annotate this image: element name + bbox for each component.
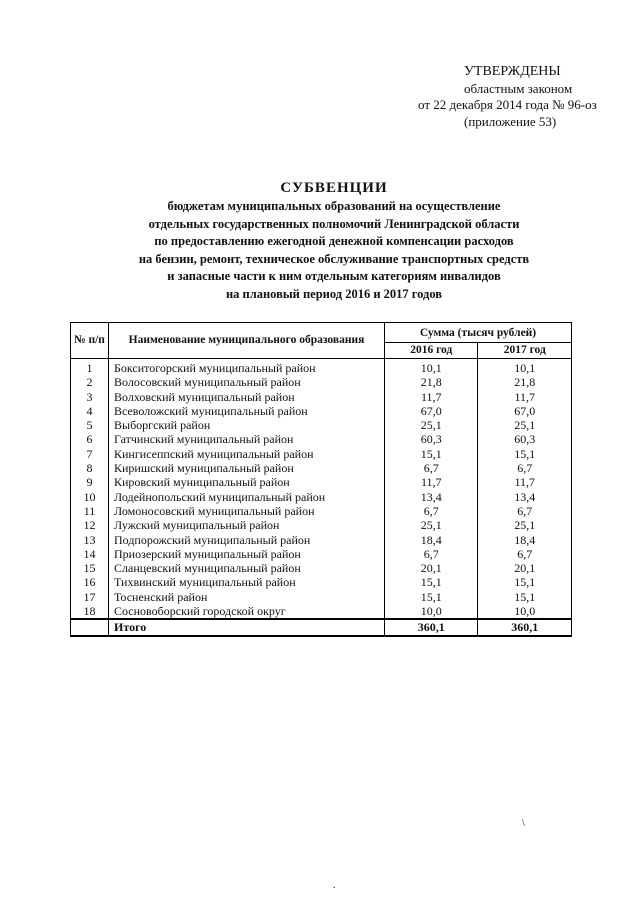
approval-line-4: (приложение 53) (464, 113, 557, 129)
row-2016: 21,8 (385, 375, 478, 389)
total-num-cell (71, 619, 109, 635)
row-name: Выборгский район (109, 418, 385, 432)
total-2016: 360,1 (385, 619, 478, 635)
row-name: Лодейнопольский муниципальный район (109, 490, 385, 504)
header-name: Наименование муниципального образования (109, 323, 385, 359)
table-row (71, 475, 572, 489)
row-2017: 60,3 (478, 432, 572, 446)
row-number: 17 (71, 590, 109, 604)
row-name: Сосновоборский городской округ (109, 604, 385, 619)
row-2016: 25,1 (385, 518, 478, 532)
row-2017: 25,1 (478, 518, 572, 532)
table-row (71, 375, 572, 389)
row-2016: 60,3 (385, 432, 478, 446)
row-2017: 11,7 (478, 475, 572, 489)
row-number: 4 (71, 404, 109, 418)
row-name: Кингисеппский муниципальный район (109, 447, 385, 461)
row-name: Волосовский муниципальный район (109, 375, 385, 389)
row-number: 5 (71, 418, 109, 432)
row-2016: 13,4 (385, 490, 478, 504)
row-2017: 18,4 (478, 533, 572, 547)
row-number: 2 (71, 375, 109, 389)
table-row (71, 533, 572, 547)
row-number: 8 (71, 461, 109, 475)
header-num: № п/п (71, 323, 109, 359)
row-number: 13 (71, 533, 109, 547)
row-2017: 6,7 (478, 547, 572, 561)
row-2016: 67,0 (385, 404, 478, 418)
row-2017: 15,1 (478, 447, 572, 461)
table-body (71, 359, 572, 620)
row-2016: 11,7 (385, 390, 478, 404)
row-2017: 13,4 (478, 490, 572, 504)
row-2017: 21,8 (478, 375, 572, 389)
row-number: 6 (71, 432, 109, 446)
approval-title: УТВЕРЖДЕНЫ (464, 64, 561, 79)
row-name: Лужский муниципальный район (109, 518, 385, 532)
row-2017: 15,1 (478, 590, 572, 604)
table-row (71, 359, 572, 376)
table-row (71, 418, 572, 432)
header-2016: 2016 год (385, 343, 478, 359)
row-2016: 25,1 (385, 418, 478, 432)
row-2016: 6,7 (385, 547, 478, 561)
row-name: Подпорожский муниципальный район (109, 533, 385, 547)
row-2016: 15,1 (385, 590, 478, 604)
row-2016: 15,1 (385, 575, 478, 589)
table-row (71, 504, 572, 518)
row-2016: 10,1 (385, 359, 478, 376)
heading-line: бюджетам муниципальных образований на осуществление (167, 199, 501, 213)
row-number: 12 (71, 518, 109, 532)
subsidies-table (70, 322, 572, 637)
row-number: 14 (71, 547, 109, 561)
row-name: Тихвинский муниципальный район (109, 575, 385, 589)
row-number: 10 (71, 490, 109, 504)
table-row (71, 432, 572, 446)
row-name: Приозерский муниципальный район (109, 547, 385, 561)
row-name: Киришский муниципальный район (109, 461, 385, 475)
row-number: 16 (71, 575, 109, 589)
row-2017: 20,1 (478, 561, 572, 575)
header-2017: 2017 год (478, 343, 572, 359)
row-2016: 6,7 (385, 461, 478, 475)
table-row (71, 518, 572, 532)
table-row (71, 561, 572, 575)
row-2017: 15,1 (478, 575, 572, 589)
total-2017: 360,1 (478, 619, 572, 635)
row-name: Гатчинский муниципальный район (109, 432, 385, 446)
heading-line: отдельных государственных полномочий Ленинградской области (148, 216, 520, 231)
row-2016: 20,1 (385, 561, 478, 575)
total-row (71, 619, 572, 635)
row-2016: 11,7 (385, 475, 478, 489)
table-row (71, 461, 572, 475)
row-name: Сланцевский муниципальный район (109, 561, 385, 575)
row-2016: 18,4 (385, 533, 478, 547)
table-row (71, 447, 572, 461)
heading-line: на бензин, ремонт, техническое обслуживание транспортных средств (138, 251, 530, 266)
row-2017: 11,7 (478, 390, 572, 404)
heading-title: СУБВЕНЦИИ (280, 180, 388, 196)
heading-line: на плановый период 2016 и 2017 годов (225, 286, 443, 301)
approval-line-3: от 22 декабря 2014 года № 96-оз (418, 97, 597, 112)
table-row (71, 575, 572, 589)
table-row (71, 590, 572, 604)
approval-line-2: областным законом (464, 80, 573, 96)
row-number: 11 (71, 504, 109, 518)
scan-mark: \ (522, 818, 525, 829)
row-2017: 67,0 (478, 404, 572, 418)
table-row (71, 390, 572, 404)
approval-stamp (418, 64, 597, 130)
row-2017: 6,7 (478, 461, 572, 475)
row-name: Ломоносовский муниципальный район (109, 504, 385, 518)
heading-line: по предоставлению ежегодной денежной компенсации расходов (154, 234, 514, 249)
row-2017: 10,0 (478, 604, 572, 619)
row-number: 1 (71, 359, 109, 376)
row-2016: 6,7 (385, 504, 478, 518)
table-row (71, 404, 572, 418)
row-name: Бокситогорский муниципальный район (109, 359, 385, 376)
row-number: 9 (71, 475, 109, 489)
row-2016: 10,0 (385, 604, 478, 619)
row-name: Волховский муниципальный район (109, 390, 385, 404)
row-name: Тосненский район (109, 590, 385, 604)
row-2017: 25,1 (478, 418, 572, 432)
row-name: Кировский муниципальный район (109, 475, 385, 489)
row-number: 15 (71, 561, 109, 575)
row-number: 3 (71, 390, 109, 404)
row-number: 7 (71, 447, 109, 461)
row-2017: 10,1 (478, 359, 572, 376)
heading-line: и запасные части к ним отдельным категориям инвалидов (167, 269, 501, 284)
total-label: Итого (109, 619, 385, 635)
row-number: 18 (71, 604, 109, 619)
header-sum: Сумма (тысяч рублей) (385, 323, 572, 343)
row-2017: 6,7 (478, 504, 572, 518)
row-2016: 15,1 (385, 447, 478, 461)
document-heading (0, 178, 640, 304)
table-row (71, 490, 572, 504)
scan-mark: . (333, 880, 336, 891)
table-row (71, 604, 572, 619)
row-name: Всеволожский муниципальный район (109, 404, 385, 418)
table-row (71, 547, 572, 561)
